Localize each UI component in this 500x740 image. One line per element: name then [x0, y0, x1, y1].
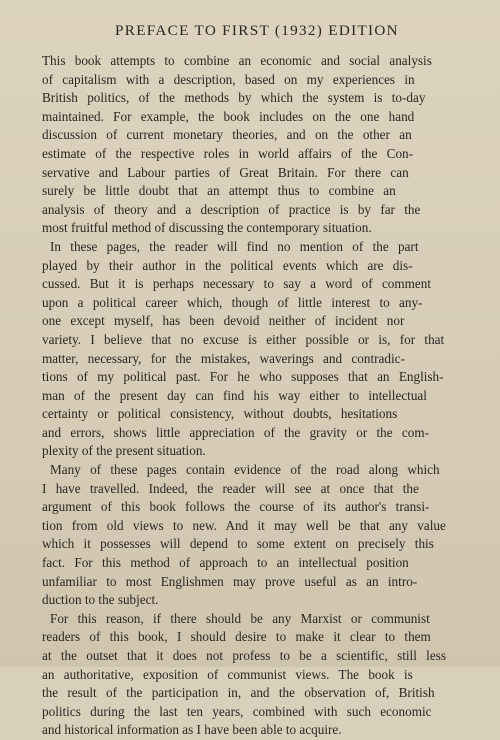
text-line: the result of the participation in, and the observation of, British: [42, 685, 435, 701]
text-line: fact. For this method of approach to an intellectual position: [42, 555, 409, 571]
text-line: at the outset that it does not profess to be a scientific, still less: [42, 648, 446, 663]
text-line: cussed. But it is perhaps necessary to say a word of comment: [42, 276, 432, 292]
body-text: [42, 52, 472, 740]
text-line: played by their author in the political events which are dis-: [42, 257, 413, 273]
text-line: tions of my political past. For he who supposes that an English-: [42, 369, 444, 385]
text-line: matter, necessary, for the mistakes, waverings and contradic-: [42, 350, 405, 366]
text-line: plexity of the present situation.: [42, 443, 206, 459]
text-line: I have travelled. Indeed, the reader will see at once that the: [42, 480, 419, 496]
text-line: certainty or political consistency, without doubts, hesitations: [42, 406, 398, 422]
paragraph: [42, 238, 472, 461]
text-line: estimate of the respective roles in world affairs of the Con-: [42, 145, 414, 161]
text-line: servative and Labour parties of Great Britain. For there can: [42, 164, 409, 180]
text-line: This book attempts to combine an economic and social analysis: [42, 53, 432, 68]
text-line: man of the present day can find his way either to intellectual: [42, 387, 427, 403]
text-line: Many of these pages contain evidence of the road along which: [50, 462, 440, 478]
text-line: which it possesses will depend to some extent on precisely this: [42, 536, 434, 552]
paragraph: [42, 461, 472, 610]
paragraph: [42, 52, 472, 238]
text-line: and errors, shows little appreciation of the gravity or the com-: [42, 424, 430, 440]
paragraph: [42, 610, 472, 740]
text-line: readers of this book, I should desire to make it clear to them: [42, 629, 431, 645]
text-line: most fruitful method of discussing the contemporary situation.: [42, 220, 372, 236]
text-line: variety. I believe that no excuse is either possible or is, for that: [42, 331, 445, 347]
text-line: an authoritative, exposition of communist views. The book is: [42, 666, 413, 682]
text-line: duction to the subject.: [42, 592, 159, 608]
text-line: one except myself, has been devoid neither of incident nor: [42, 313, 405, 329]
text-line: discussion of current monetary theories, and on the other an: [42, 127, 412, 143]
text-line: In these pages, the reader will find no mention of the part: [50, 238, 419, 254]
text-line: argument of this book follows the course of its author's transi-: [42, 499, 430, 515]
text-line: British politics, of the methods by which the system is to-day: [42, 90, 426, 106]
text-line: analysis of theory and a description of practice is by far the: [42, 201, 421, 217]
page-heading: PREFACE TO FIRST (1932) EDITION: [115, 22, 399, 39]
text-line: politics during the last ten years, combined with such economic: [42, 703, 432, 719]
text-line: of capitalism with a description, based on my experiences in: [42, 71, 415, 87]
text-line: upon a political career which, though of little interest to any-: [42, 294, 423, 310]
text-line: unfamiliar to most Englishmen may prove useful as an intro-: [42, 573, 418, 589]
text-line: maintained. For example, the book includes on the one hand: [42, 108, 415, 124]
text-line: surely be little doubt that an attempt thus to combine an: [42, 183, 396, 199]
text-line: and historical information as I have been able to acquire.: [42, 722, 342, 738]
text-line: For this reason, if there should be any Marxist or communist: [50, 610, 430, 626]
text-line: tion from old views to new. And it may well be that any value: [42, 517, 446, 533]
